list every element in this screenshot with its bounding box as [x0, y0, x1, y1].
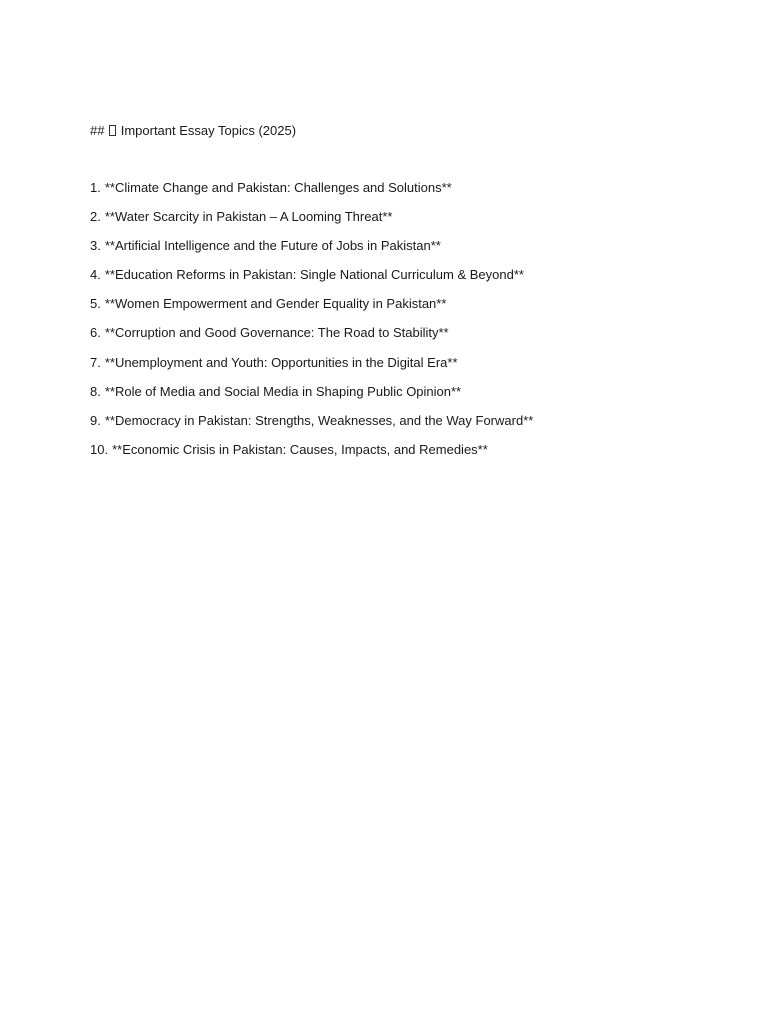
list-item-text: **Education Reforms in Pakistan: Single National Curriculum & Beyond** — [104, 267, 524, 283]
list-item — [90, 383, 533, 412]
list-item-text: **Artificial Intelligence and the Future of Jobs in Pakistan** — [104, 238, 441, 254]
list-item — [90, 237, 533, 266]
list-item-text: **Economic Crisis in Pakistan: Causes, Impacts, and Remedies** — [112, 441, 488, 457]
list-item-number: 10. — [90, 441, 109, 457]
list-item-number: 6. — [90, 325, 101, 341]
list-item-number: 5. — [90, 296, 101, 312]
list-item — [90, 179, 533, 208]
list-item-number: 1. — [90, 180, 101, 195]
list-item-number: 4. — [90, 267, 101, 283]
list-item-number: 9. — [90, 412, 101, 428]
list-item-text: **Water Scarcity in Pakistan – A Looming Threat** — [104, 209, 393, 225]
list-item — [90, 354, 533, 383]
heading-prefix: ## — [90, 123, 105, 138]
list-item — [90, 208, 533, 237]
list-item-text: **Unemployment and Youth: Opportunities in the Digital Era** — [104, 354, 458, 370]
list-item-number: 2. — [90, 209, 101, 225]
heading-text: Important Essay Topics (2025) — [120, 123, 297, 138]
topic-list — [90, 179, 533, 470]
list-item — [90, 441, 533, 470]
page-title — [90, 122, 296, 140]
list-item — [90, 412, 533, 441]
list-item — [90, 324, 533, 353]
list-item-number: 3. — [90, 238, 101, 254]
list-item — [90, 295, 533, 324]
list-item-number: 8. — [90, 383, 101, 399]
list-item-text: **Women Empowerment and Gender Equality in Pakistan** — [104, 296, 447, 312]
missing-glyph-icon — [109, 125, 116, 136]
list-item-text: **Role of Media and Social Media in Shaping Public Opinion** — [104, 383, 462, 399]
list-item-number: 7. — [90, 354, 101, 370]
list-item — [90, 266, 533, 295]
list-item-text: **Democracy in Pakistan: Strengths, Weaknesses, and the Way Forward** — [104, 412, 534, 428]
list-item-text: **Climate Change and Pakistan: Challenges and Solutions** — [104, 180, 452, 195]
list-item-text: **Corruption and Good Governance: The Road to Stability** — [104, 325, 449, 341]
